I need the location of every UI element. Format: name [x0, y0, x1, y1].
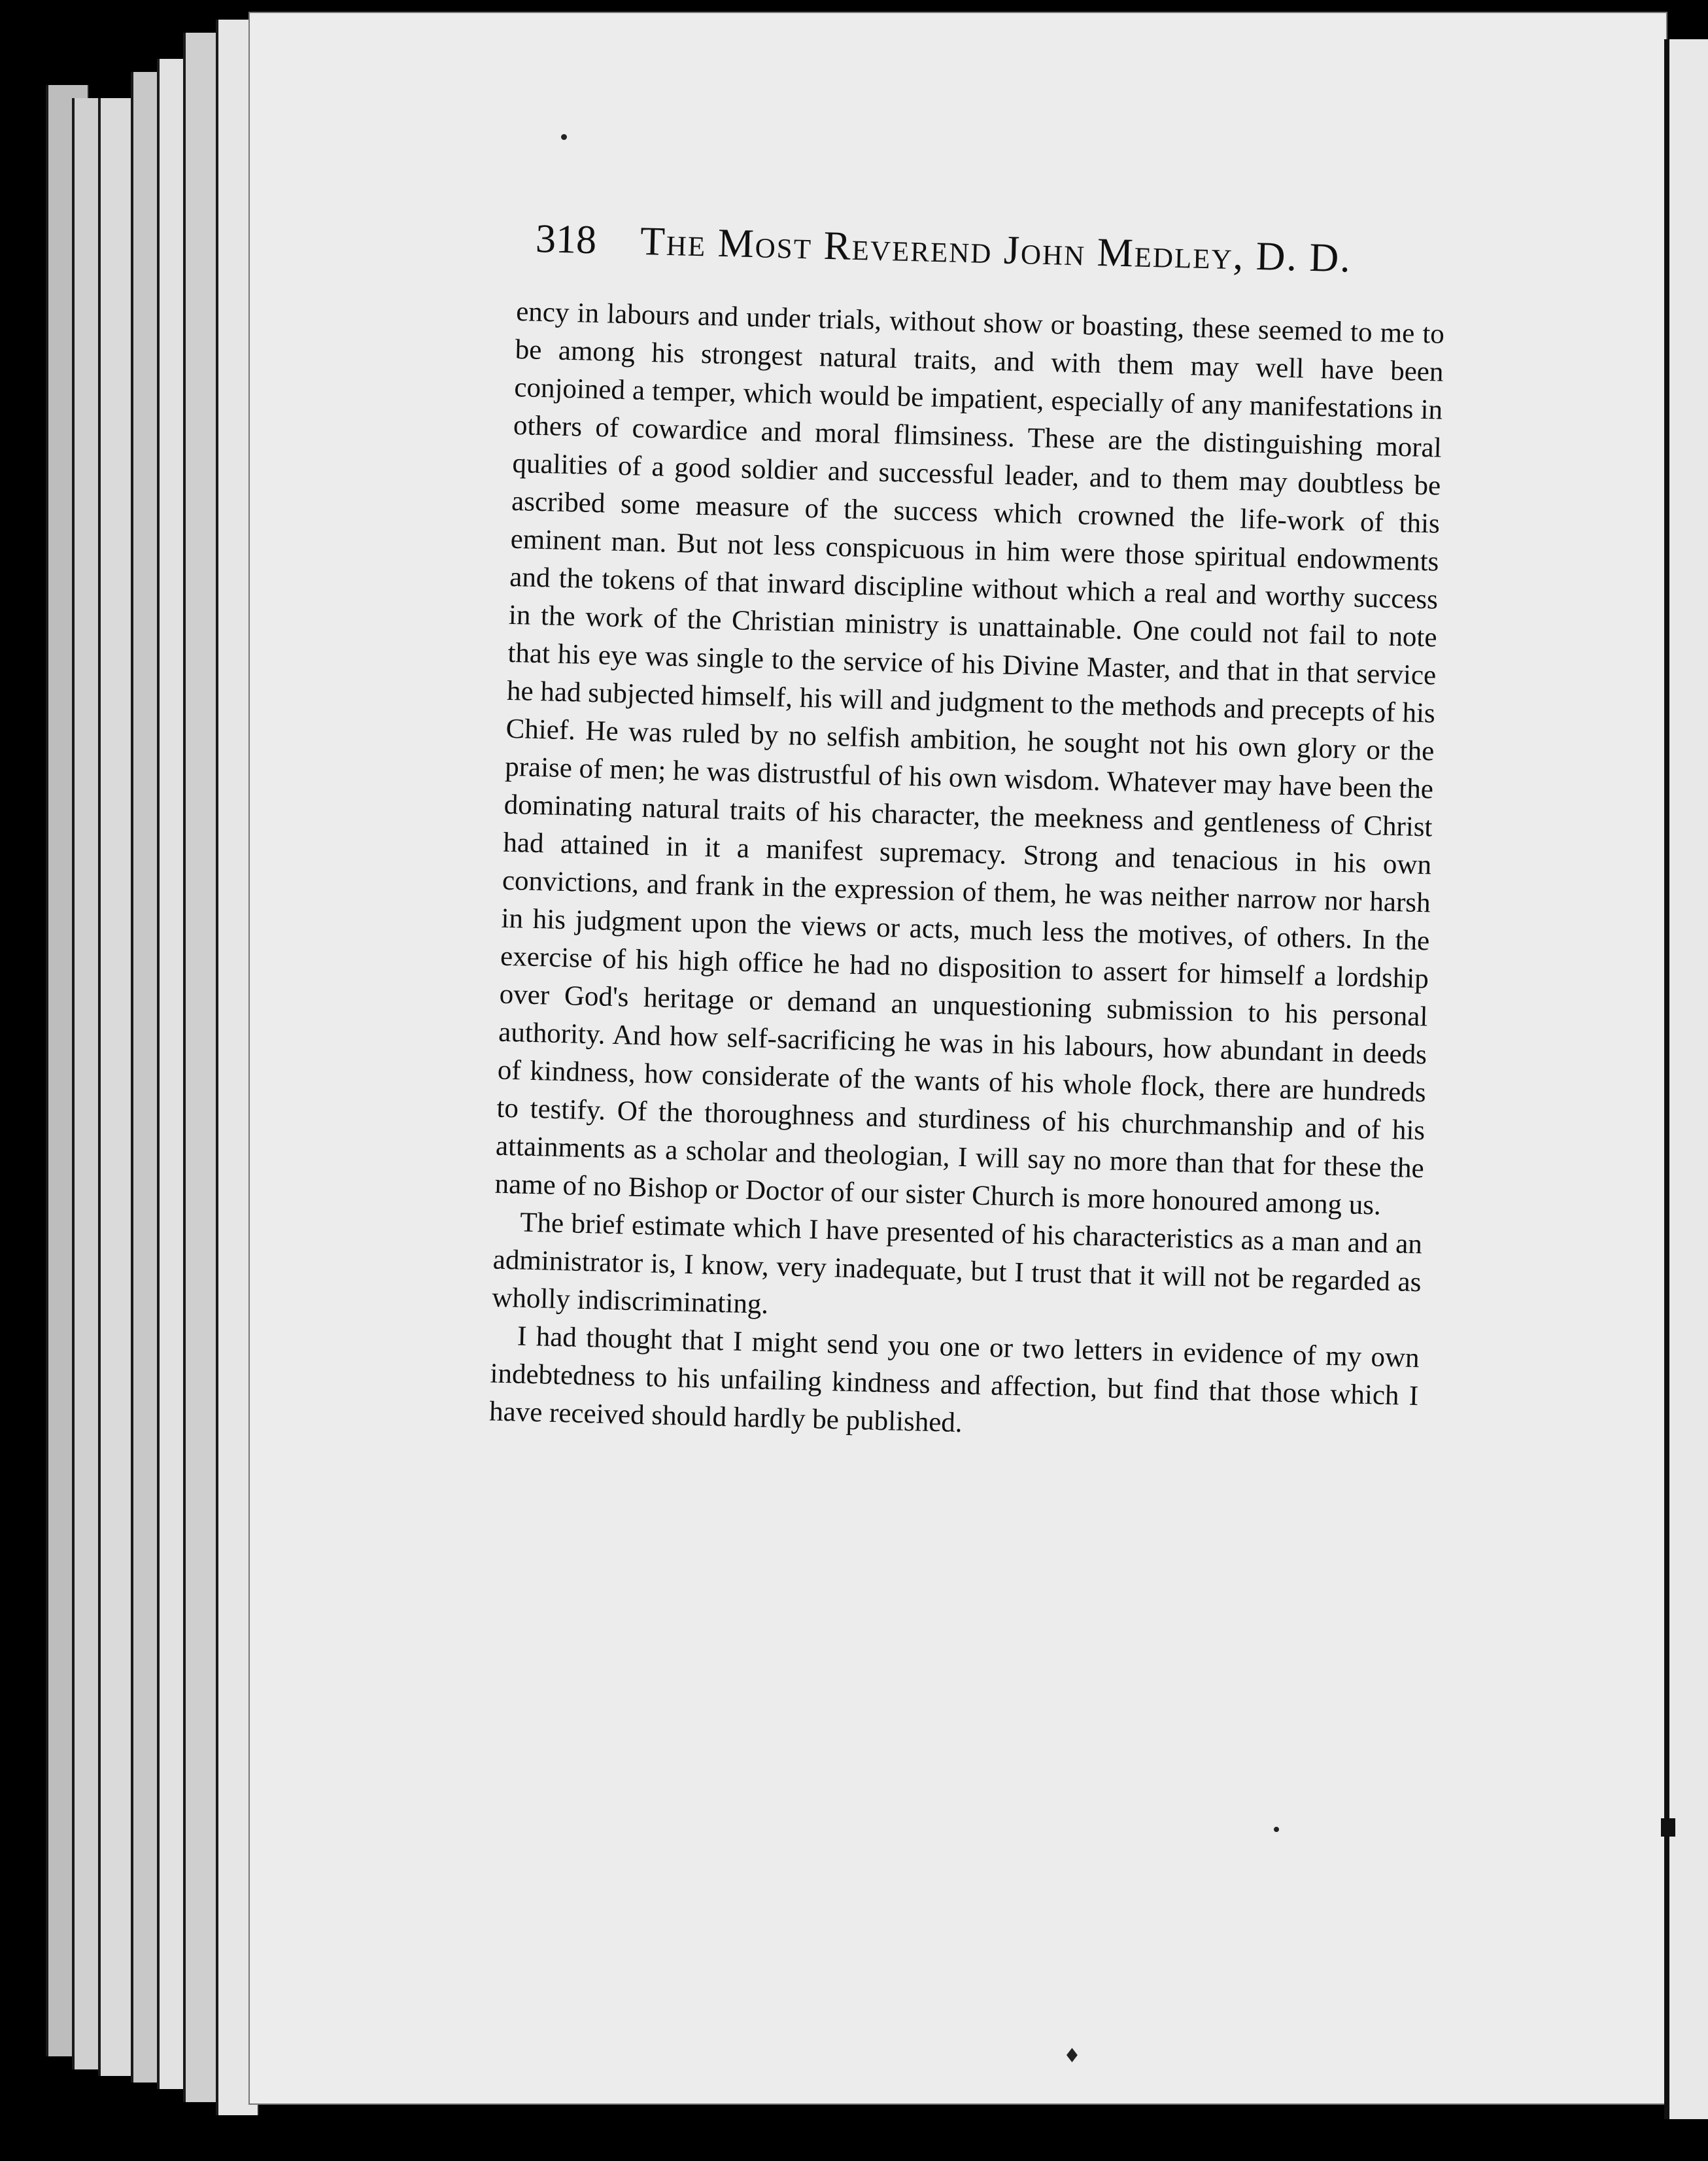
ink-speck: [561, 134, 567, 140]
page-tab-mark: [1661, 1818, 1675, 1837]
body-text: [488, 293, 1444, 1453]
running-head: The Most Reverend John Medley, D. D.: [640, 218, 1352, 281]
facing-page-edge: [1664, 39, 1708, 2119]
paragraph: I had thought that I might send you one or two letters in evidence of my own indebtedness to his unfailing kindness and affection, but find that those which I have received should hardly be published.: [488, 1321, 1420, 1439]
page-edge: [98, 98, 135, 2076]
paragraph: The brief estimate which I have presented of his characteristics as a man and an administrator is, I know, very inadequate, but I trust that it will not be regarded as wholly indiscriminating.: [491, 1207, 1423, 1320]
ink-speck: [1274, 1827, 1279, 1832]
page-number: 318: [535, 216, 597, 263]
signature-mark: ♦: [1063, 2045, 1081, 2067]
paragraph: ency in labours and under trials, without show or boasting, these seemed to me to be among his strongest natural traits, and with them may well have been conjoined a temper, which would be impatient, especially of any manifestations in others of cowardice and moral flimsiness. These are the distinguishing moral qualities of a good soldier and successful leader, and to them may doubtless be ascribed some measure of the success which crowned the life-work of this eminent man. But not less conspicuous in him were those spiritual endowments and the tokens of that inward discipline without which a real and worthy success in the work of the Christian ministry is unattainable. One could not fail to note that his eye was single to the service of his Divine Master, and that in that service he had subjected himself, his will and judgment to the methods and precepts of his Chief. He was ruled by no selfish ambition, he sought not his own glory or the praise of men; he was distrustful of his own wisdom. Whatever may have been the dominating natural traits of his character, the meekness and gentleness of Christ had attained in it a manifest supremacy. Strong and tenacious in his own convictions, and frank in the expression of them, he was neither narrow nor harsh in his judgment upon the views or acts, much less the motives, of others. In the exercise of his high office he had no disposition to assert for himself a lordship over God's heritage or demand an unquestioning submission to his personal authority. And how self-sacrificing he was in his labours, how abundant in deeds of kindness, how considerate of the wants of his whole flock, there are hundreds to testify. Of the thoroughness and sturdiness of his churchmanship and of his attainments as a scholar and theologian, I will say no more than that for these the name of no Bishop or Doctor of our sister Church is more honoured among us.: [494, 296, 1445, 1221]
